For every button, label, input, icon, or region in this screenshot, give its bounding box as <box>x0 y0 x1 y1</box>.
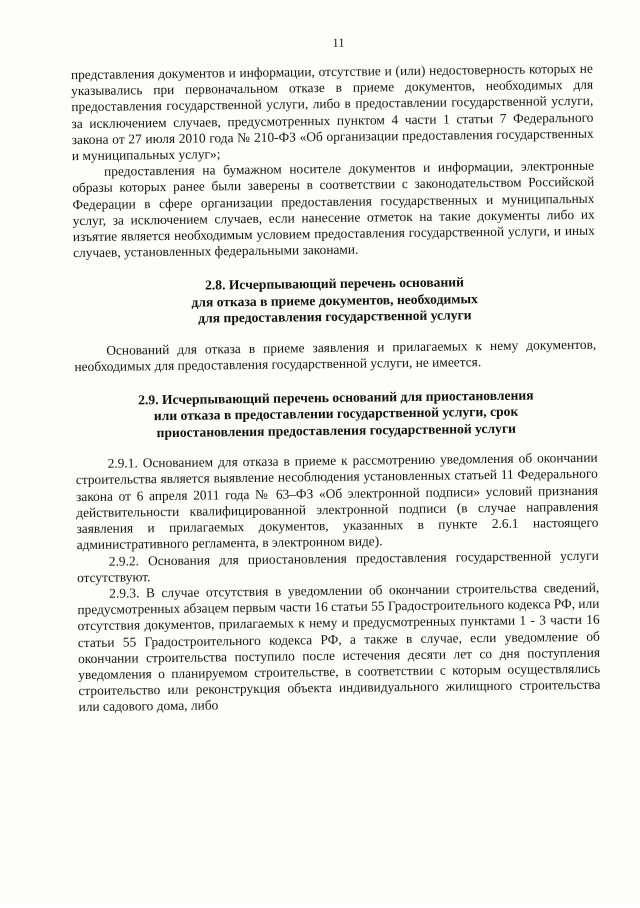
section-2-9-heading <box>75 387 598 443</box>
paragraph-paper-documents: предоставления на бумажном носителе документов и информации, электронные образы которых ранее были заверены в соответствии с законодательством Российской Федерации в сфере организации предоставления государственных и муниципальных услуг, за исключением случаев, если нанесение отметок на такие документы либо их изъятие является необходимым условием предоставления государственной услуги, и иных случаев, установленных федеральными законами. <box>72 157 595 261</box>
paragraph-2-9-2: 2.9.2. Основания для приостановления предоставления государственной услуги отсутствуют. <box>76 547 599 585</box>
heading-line: или отказа в предоставлении государственной услуги, срок <box>153 404 519 424</box>
document-body <box>71 61 601 716</box>
scanned-text-block <box>58 0 609 908</box>
heading-line: для предоставления государственной услуги <box>198 307 472 326</box>
paragraph-2-9-3: 2.9.3. В случае отсутствия в уведомлении об окончании строительства сведений, предусмотренных абзацем первым части 16 статьи 55 Градостроительного кодекса РФ, или отсутствия документов, прилагаемых к нему и предусмотренных пунктами 1 - 3 части 16 статьи 55 Градостроительного кодекса РФ, а также в случае, если уведомление об окончании строительства поступило после истечения десяти лет со дня поступления уведомления о планируемом строительстве, в соответствии с которым осуществлялись строительство или реконструкция объекта индивидуального жилищного строительства или садового дома, либо <box>77 579 601 715</box>
page-number: 11 <box>332 35 345 50</box>
paragraph-2-9-1: 2.9.1. Основанием для отказа в приеме к рассмотрению уведомления об окончании строительства является выявление несоблюдения установленных статьей 11 Федерального закона от 6 апреля 2011 года № 63–ФЗ «Об электронной подписи» условий признания действительности квалифицированной электронной подписи (в случае направления заявления и прилагаемых документов, указанных в пункте 2.6.1 настоящего административного регламента, в электронном виде). <box>75 450 599 553</box>
paragraph-continuation: представления документов и информации, отсутствие и (или) недостоверность которых не указывались при первоначальном отказе в приеме документов, необходимых для предоставления государственной услуги, либо в предоставлении государственной услуги, за исключением случаев, предусмотренных пунктом 4 части 1 статьи 7 Федерального закона от 27 июля 2010 года № 210-ФЗ «Об организации предоставления государственных и муниципальных услуг»; <box>70 60 594 164</box>
section-2-8-text: Оснований для отказа в приеме заявления и прилагаемых к нему документов, необходимых для предоставления государственной услуги, не имеется. <box>74 336 597 374</box>
heading-line: 2.8. Исчерпывающий перечень оснований <box>204 274 465 293</box>
section-2-8-heading <box>73 273 596 329</box>
heading-line: для отказа в приеме документов, необходимых <box>191 291 478 310</box>
heading-line: 2.9. Исчерпывающий перечень оснований для приостановления <box>138 387 534 408</box>
heading-line: приостановления предоставления государственной услуги <box>156 420 517 441</box>
